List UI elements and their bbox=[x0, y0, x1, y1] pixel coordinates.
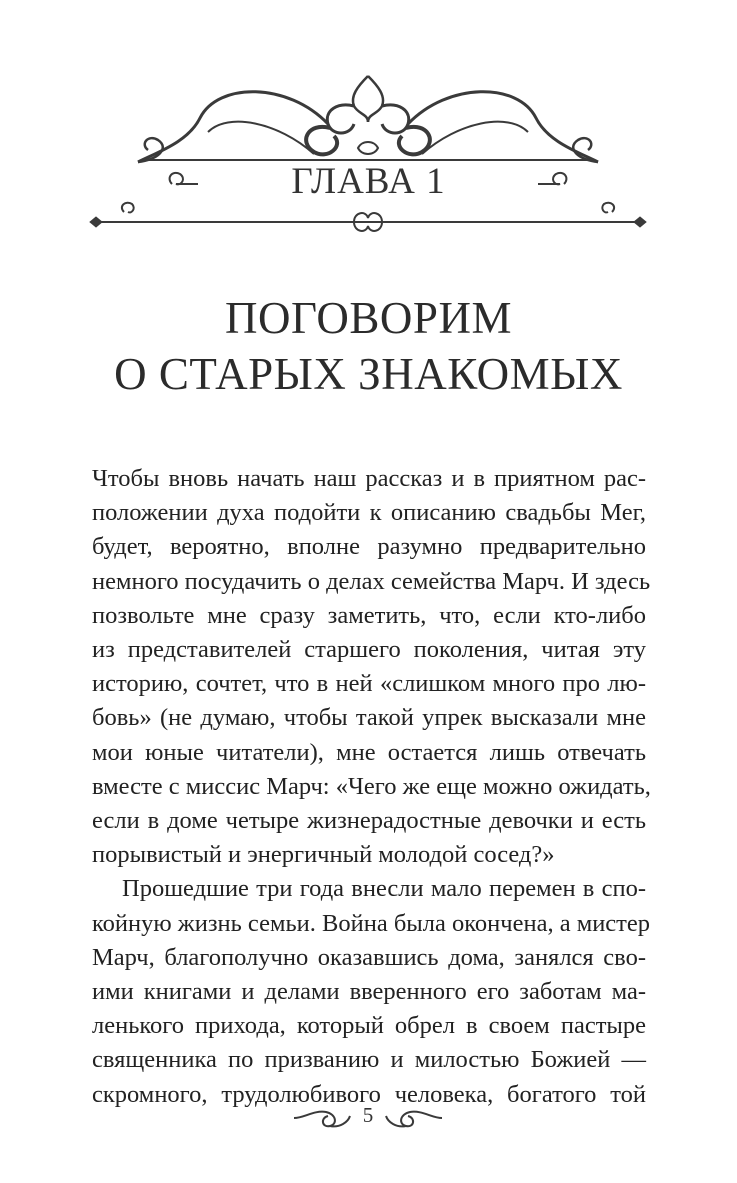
text-line: койную жизнь семьи. Война была окончена, а мистер bbox=[92, 909, 651, 937]
paragraph-1 bbox=[92, 462, 651, 872]
text-line: будет, вероятно, вполне разумно предварительно bbox=[92, 533, 646, 561]
text-line: вместе с миссис Марч: «Чего же еще можно ожидать, bbox=[92, 772, 651, 800]
chapter-title-line: О СТАРЫХ ЗНАКОМЫХ bbox=[114, 349, 623, 399]
chapter-body-text bbox=[92, 462, 651, 1112]
text-line: бовь» (не думаю, чтобы такой упрек высказали мне bbox=[92, 704, 646, 732]
text-line: скромного, трудолюбивого человека, богатого той bbox=[92, 1080, 646, 1108]
text-line: положении духа подойти к описанию свадьбы Мег, bbox=[92, 499, 646, 527]
text-line: ими книгами и делами вверенного его заботам ма- bbox=[92, 978, 646, 1006]
text-line: если в доме четыре жизнерадостные девочки и есть bbox=[92, 807, 646, 835]
chapter-title bbox=[0, 290, 737, 402]
text-line: ленького прихода, который обрел в своем пастыре bbox=[92, 1012, 646, 1040]
text-line: из представителей старшего поколения, читая эту bbox=[92, 636, 646, 664]
text-line: Марч, благополучно оказавшись дома, занялся сво- bbox=[92, 943, 646, 971]
text-line: Чтобы вновь начать наш рассказ и в приятном рас- bbox=[92, 465, 646, 492]
text-line: Прошедшие три года внесли мало перемен в спо- bbox=[122, 875, 646, 903]
text-line: священника по призванию и милостью Божией — bbox=[92, 1046, 646, 1074]
text-line: мои юные читатели), мне остается лишь отвечать bbox=[92, 738, 646, 766]
chapter-header-ornament-icon bbox=[88, 62, 648, 247]
chapter-number: ГЛАВА 1 bbox=[291, 161, 446, 202]
page-number: 5 bbox=[362, 1103, 374, 1127]
paragraph-2 bbox=[92, 872, 651, 1111]
text-line: порывистый и энергичный молодой сосед?» bbox=[92, 841, 555, 869]
text-line: позвольте мне сразу заметить, что, если кто-либо bbox=[92, 601, 646, 629]
text-line: историю, сочтет, что в ней «слишком много про лю- bbox=[92, 670, 646, 698]
chapter-title-line: ПОГОВОРИМ bbox=[225, 293, 512, 343]
text-line: немного посудачить о делах семейства Марч. И здесь bbox=[92, 567, 651, 595]
